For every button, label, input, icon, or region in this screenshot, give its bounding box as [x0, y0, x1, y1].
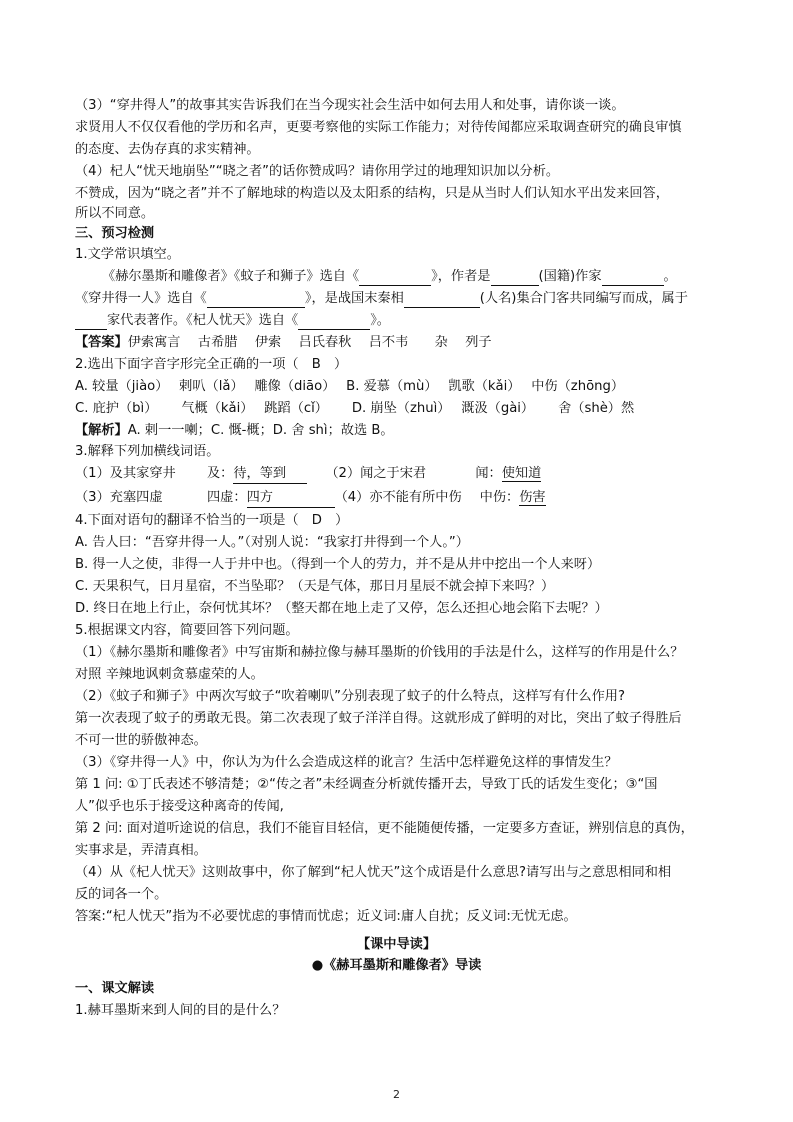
exercise-3-title: 3.解释下列加横线词语。: [75, 444, 220, 459]
answer-3-line2: 的态度、去伪存真的求实精神。: [75, 142, 260, 157]
exercise-5-q4-line1: （4）从《杞人忧天》这则故事中，你了解到“杞人忧天”这个成语是什么意思?请写出与之意思相同和相: [75, 865, 672, 880]
answer-4-line2: 所以不同意。: [75, 206, 155, 221]
exercise-2-analysis: 【解析】A. 剌一一喇；C. 慨-概；D. 舍 shì；故选 B。: [75, 423, 394, 438]
lesson-guide-title: ●《赫耳墨斯和雕像者》导读: [311, 958, 482, 973]
fill-blank[interactable]: [359, 271, 431, 286]
exercise-1-line2: 《穿井得一人》选自《 》，是战国末秦相 (人名)集合门客共同编写而成，属于: [75, 291, 688, 306]
interpretation-question-1: 1.赫耳墨斯来到人间的目的是什么？: [75, 1003, 286, 1018]
page-number: 2: [393, 1088, 400, 1101]
exercise-5-a4: 答案:“杞人忧天”指为不必要忧虑的事情而忧虑；近义词:庸人自扰；反义词:无忧无虑。: [75, 909, 577, 924]
fill-blank[interactable]: [404, 293, 480, 308]
exercise-3-row1: （1）及其家穿井 及：待，等到 （2）闻之于宋君 闻：使知道: [75, 465, 733, 484]
exercise-5-q2: （2）《蚊子和狮子》中两次写蚊子“吹着喇叭”分别表现了蚊子的什么特点，这样写有什么作用?: [75, 689, 625, 704]
exercise-1-title: 1.文学常识填空。: [75, 247, 180, 262]
exercise-1-line1: 《赫尔墨斯和雕像者》《蚊子和狮子》选自《 》，作者是 (国籍)作家 。: [102, 269, 677, 284]
fill-blank[interactable]: [602, 271, 664, 286]
exercise-4-option-a: A. 告人曰：“吾穿井得一人。”（对别人说：“我家打井得到一个人。”）: [75, 535, 469, 550]
exercise-5-q3: （3）《穿井得一人》中，你认为为什么会造成这样的讹言？生活中怎样避免这样的事情发生？: [75, 755, 618, 770]
exercise-5-a3-line4: 实事求是，弄清真相。: [75, 843, 207, 858]
exercise-5-q4-line2: 反的词各一个。: [75, 887, 168, 902]
exercise-4-option-b: B. 得一人之使，非得一人于井中也。（得到一个人的劳力，并不是从井中挖出一个人来呀）: [75, 557, 601, 572]
exercise-4-title: 4.下面对语句的翻译不恰当的一项是（ D ）: [75, 513, 349, 528]
exercise-5-a2-line1: 第一次表现了蚊子的勇敢无畏。第二次表现了蚊子洋洋自得。这就形成了鲜明的对比，突出了蚊子得胜后: [75, 711, 682, 726]
section-heading-text-interpretation: 一、课文解读: [75, 981, 155, 996]
exercise-3-row2: （3）充塞四虚 四虚：四方 （4）亦不能有所中伤 中伤：伤害: [75, 489, 733, 508]
exercise-1-line3: 家代表著作。《杞人忧天》选自《 》。: [75, 312, 733, 330]
exercise-5-a1: 对照 辛辣地讽刺贪慕虚荣的人。: [75, 667, 264, 682]
section-heading-preview-check: 三、预习检测: [75, 226, 155, 241]
exercise-1-answer: 【答案】伊索寓言 古希腊 伊索 吕氏春秋 吕不韦 杂 列子: [75, 335, 492, 350]
answer-4-line1: 不赞成，因为“晓之者”并不了解地球的构造以及太阳系的结构，只是从当时人们认知水平出发来回答，: [75, 186, 669, 201]
question-3: （3）“穿井得人”的故事其实告诉我们在当今现实社会生活中如何去用人和处事，请你谈一谈。: [75, 98, 625, 113]
exercise-2-options-cd: C. 庇护（bì） 气概（kǎi） 跳蹈（cǐ） D. 崩坠（zhuì） 溉汲（gài） 舍（shè）然: [75, 401, 635, 416]
exercise-4-option-d: D. 终日在地上行止，奈何忧其坏？（整天都在地上走了又停，怎么还担心地会陷下去呢？）: [75, 601, 608, 616]
fill-blank[interactable]: [207, 293, 305, 308]
exercise-2-title: 2.选出下面字音字形完全正确的一项（ B ）: [75, 357, 348, 372]
exercise-5-title: 5.根据课文内容，简要回答下列问题。: [75, 623, 299, 638]
question-4: （4）杞人“忧天地崩坠”“晓之者”的话你赞成吗？请你用学过的地理知识加以分析。: [75, 164, 560, 179]
exercise-5-q1: （1）《赫尔墨斯和雕像者》中写宙斯和赫拉像与赫耳墨斯的价钱用的手法是什么，这样写的作用是什么？: [75, 645, 684, 660]
answer-3-line1: 求贤用人不仅仅看他的学历和名声，更要考察他的实际工作能力；对待传闻都应采取调查研究的确良审慎: [75, 120, 682, 135]
exercise-4-option-c: C. 天果积气，日月星宿，不当坠耶？（天是气体，那日月星辰不就会掉下来吗？）: [75, 579, 555, 594]
exercise-2-options-ab: A. 较量（jiào） 剌叭（lǎ） 雕像（diāo） B. 爱慕（mù） 凯歌（kǎi） 中伤（zhōng）: [75, 379, 625, 394]
fill-blank[interactable]: [298, 315, 370, 330]
exercise-5-a3-line1: 第 1 问: ①丁氏表述不够清楚；②“传之者”未经调查分析就传播开去，导致丁氏的话发生变化；③“国: [75, 777, 658, 792]
fill-blank[interactable]: [75, 315, 107, 330]
exercise-5-a3-line3: 第 2 问: 面对道听途说的信息，我们不能盲目轻信，更不能随便传播，一定要多方查证，辨别信息的真伪，: [75, 821, 694, 836]
fill-blank[interactable]: [491, 271, 539, 286]
lesson-guide-heading: 【课中导读】: [356, 937, 437, 952]
exercise-5-a3-line2: 人”似乎也乐于接受这种离奇的传闻,: [75, 799, 284, 814]
exercise-5-a2-line2: 不可一世的骄傲神态。: [75, 733, 207, 748]
